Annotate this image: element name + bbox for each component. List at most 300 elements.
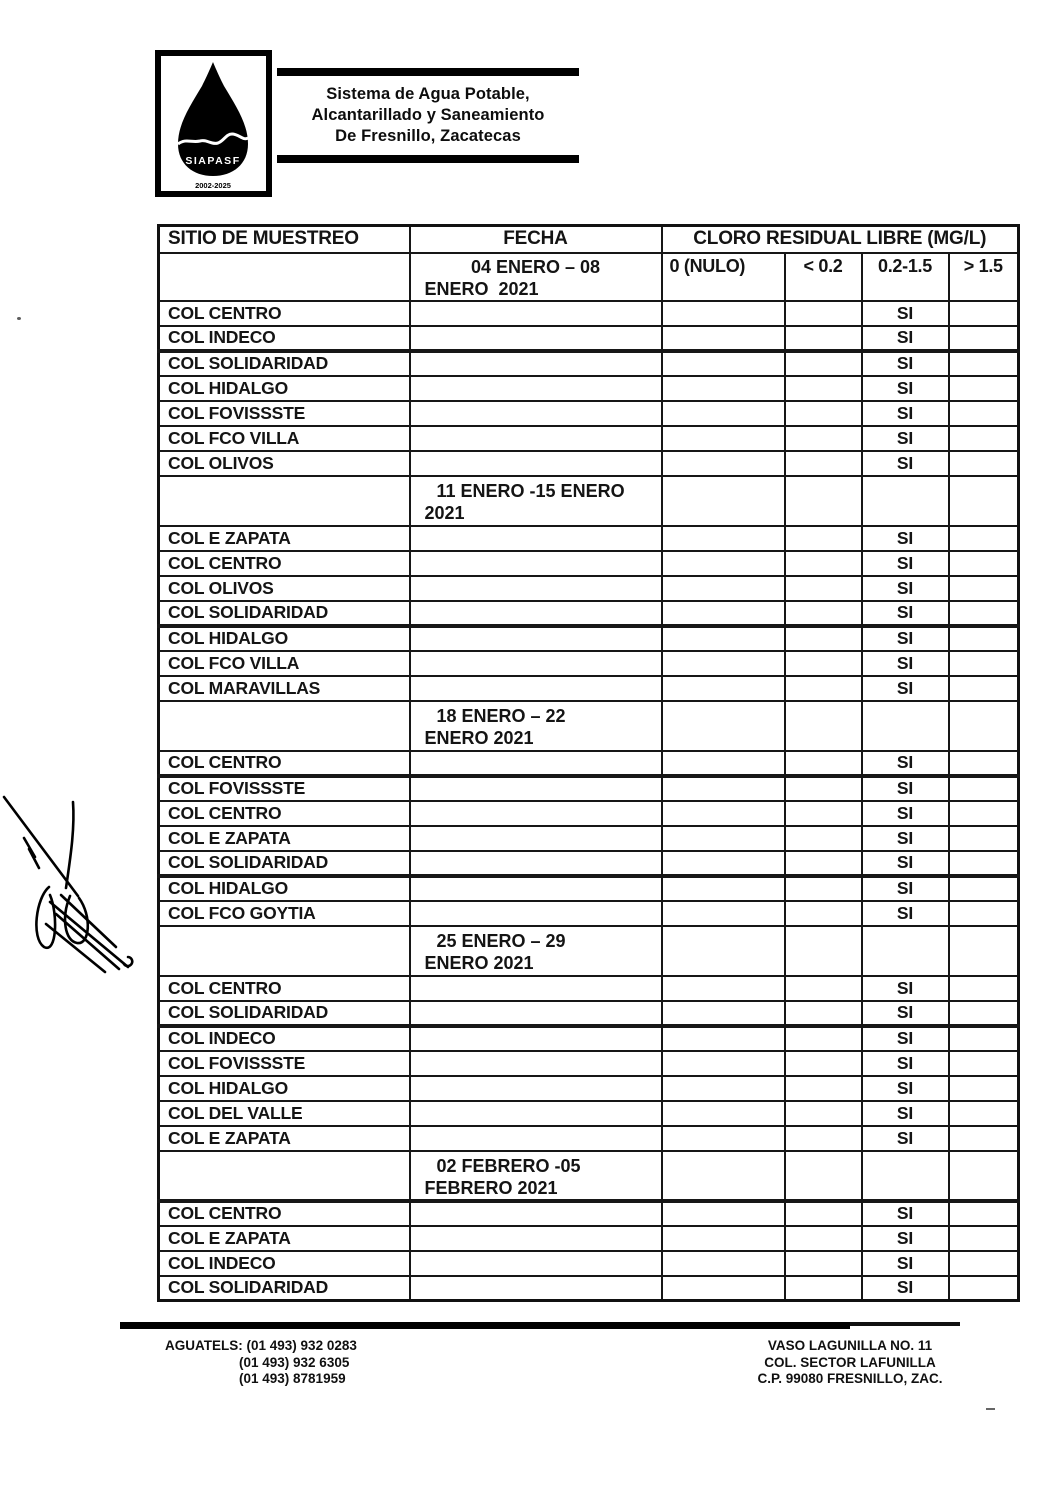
value-cell-lt-0-2 xyxy=(785,626,862,651)
value-cell-0-2-1-5: SI xyxy=(862,776,949,801)
site-cell: COL E ZAPATA xyxy=(159,826,410,851)
value-cell-gt-1-5 xyxy=(949,301,1019,326)
value-cell-gt-1-5 xyxy=(949,551,1019,576)
value-cell-lt-0-2 xyxy=(785,1201,862,1226)
footer-phones xyxy=(165,1338,357,1388)
site-cell: COL HIDALGO xyxy=(159,376,410,401)
organization-name xyxy=(277,76,579,148)
value-cell-nulo xyxy=(662,826,785,851)
fecha-cell-empty xyxy=(410,826,662,851)
site-cell: COL E ZAPATA xyxy=(159,526,410,551)
site-cell: COL CENTRO xyxy=(159,976,410,1001)
table-row xyxy=(159,351,1019,376)
value-cell-gt-1-5 xyxy=(949,526,1019,551)
column-header-chlorine: CLORO RESIDUAL LIBRE (MG/L) xyxy=(662,226,1019,253)
org-name-line-2: Alcantarillado y Saneamiento xyxy=(311,106,545,124)
value-cell-0-2-1-5: SI xyxy=(862,1251,949,1276)
table-row xyxy=(159,876,1019,901)
fecha-cell-empty xyxy=(410,401,662,426)
logo-acronym: SIAPASF xyxy=(185,155,241,167)
value-cell-0-2-1-5: SI xyxy=(862,851,949,876)
value-cell-gt-1-5 xyxy=(949,1101,1019,1126)
value-cell-gt-1-5 xyxy=(949,651,1019,676)
site-cell-empty xyxy=(159,476,410,526)
footer-rule xyxy=(120,1322,850,1329)
table-row xyxy=(159,1001,1019,1026)
value-cell-nulo xyxy=(662,1251,785,1276)
site-cell: COL E ZAPATA xyxy=(159,1126,410,1151)
date-line-2: ENERO 2021 xyxy=(424,952,534,973)
value-cell-lt-0-2-empty xyxy=(785,1151,862,1201)
logo-years: 2002-2025 xyxy=(195,181,231,190)
value-cell-gt-1-5 xyxy=(949,901,1019,926)
fecha-cell-empty xyxy=(410,301,662,326)
value-cell-0-2-1-5: SI xyxy=(862,1201,949,1226)
fecha-cell-empty xyxy=(410,526,662,551)
value-cell-lt-0-2 xyxy=(785,826,862,851)
value-cell-0-2-1-5: SI xyxy=(862,1051,949,1076)
date-row xyxy=(159,1151,1019,1201)
value-cell-nulo xyxy=(662,351,785,376)
value-cell-nulo xyxy=(662,376,785,401)
value-cell-gt-1-5 xyxy=(949,351,1019,376)
value-cell-0-2-1-5: SI xyxy=(862,1276,949,1301)
value-cell-gt-1-5 xyxy=(949,676,1019,701)
site-cell: COL CENTRO xyxy=(159,301,410,326)
fecha-cell-empty xyxy=(410,1051,662,1076)
value-cell-nulo xyxy=(662,776,785,801)
value-cell-gt-1-5 xyxy=(949,426,1019,451)
fecha-cell-empty xyxy=(410,1201,662,1226)
table-row xyxy=(159,851,1019,876)
value-cell-nulo xyxy=(662,1276,785,1301)
value-cell-lt-0-2 xyxy=(785,901,862,926)
fecha-cell-empty xyxy=(410,976,662,1001)
address-line-3: C.P. 99080 FRESNILLO, ZAC. xyxy=(757,1371,943,1386)
site-cell: COL SOLIDARIDAD xyxy=(159,601,410,626)
column-header-fecha: FECHA xyxy=(410,226,662,253)
value-cell-lt-0-2 xyxy=(785,351,862,376)
fecha-cell-empty xyxy=(410,626,662,651)
table-row xyxy=(159,1101,1019,1126)
masthead xyxy=(277,68,579,163)
subheader-lt-0-2: < 0.2 xyxy=(785,253,862,301)
table-row xyxy=(159,776,1019,801)
value-cell-lt-0-2 xyxy=(785,301,862,326)
date-line-1: 18 ENERO – 22 xyxy=(436,705,566,726)
value-cell-nulo xyxy=(662,526,785,551)
site-cell: COL CENTRO xyxy=(159,551,410,576)
value-cell-lt-0-2 xyxy=(785,976,862,1001)
table-row xyxy=(159,651,1019,676)
site-cell-empty xyxy=(159,1151,410,1201)
date-row xyxy=(159,476,1019,526)
value-cell-0-2-1-5: SI xyxy=(862,826,949,851)
value-cell-lt-0-2 xyxy=(785,1126,862,1151)
value-cell-gt-1-5 xyxy=(949,976,1019,1001)
value-cell-nulo xyxy=(662,1051,785,1076)
scan-speck xyxy=(17,317,21,320)
site-cell-empty xyxy=(159,926,410,976)
date-line-1: 02 FEBRERO -05 xyxy=(436,1155,581,1176)
phone-number-1: (01 493) 932 0283 xyxy=(246,1338,357,1353)
subheader-row xyxy=(159,253,1019,301)
value-cell-nulo xyxy=(662,1101,785,1126)
value-cell-gt-1-5-empty xyxy=(949,701,1019,751)
fecha-cell-empty xyxy=(410,876,662,901)
table-row xyxy=(159,626,1019,651)
table-row xyxy=(159,326,1019,351)
value-cell-gt-1-5 xyxy=(949,1201,1019,1226)
fecha-cell-empty xyxy=(410,651,662,676)
value-cell-nulo xyxy=(662,626,785,651)
date-row xyxy=(159,926,1019,976)
value-cell-lt-0-2 xyxy=(785,751,862,776)
table-row xyxy=(159,1126,1019,1151)
value-cell-nulo xyxy=(662,326,785,351)
value-cell-lt-0-2 xyxy=(785,1051,862,1076)
value-cell-0-2-1-5-empty xyxy=(862,701,949,751)
value-cell-nulo xyxy=(662,426,785,451)
value-cell-lt-0-2 xyxy=(785,376,862,401)
site-cell: COL FCO VILLA xyxy=(159,651,410,676)
table-row xyxy=(159,1026,1019,1051)
value-cell-gt-1-5-empty xyxy=(949,476,1019,526)
date-line-2: FEBRERO 2021 xyxy=(424,1177,558,1198)
value-cell-lt-0-2-empty xyxy=(785,476,862,526)
value-cell-0-2-1-5: SI xyxy=(862,626,949,651)
value-cell-lt-0-2 xyxy=(785,1026,862,1051)
org-name-line-3: De Fresnillo, Zacatecas xyxy=(335,127,521,145)
site-cell: COL CENTRO xyxy=(159,1201,410,1226)
value-cell-0-2-1-5: SI xyxy=(862,976,949,1001)
fecha-cell-empty xyxy=(410,426,662,451)
value-cell-lt-0-2 xyxy=(785,551,862,576)
siapasf-logo xyxy=(155,50,272,197)
table-row xyxy=(159,751,1019,776)
site-cell: COL INDECO xyxy=(159,326,410,351)
site-cell: COL SOLIDARIDAD xyxy=(159,351,410,376)
fecha-cell-empty xyxy=(410,351,662,376)
value-cell-lt-0-2 xyxy=(785,326,862,351)
value-cell-nulo xyxy=(662,901,785,926)
value-cell-0-2-1-5: SI xyxy=(862,351,949,376)
value-cell-0-2-1-5: SI xyxy=(862,526,949,551)
site-cell: COL CENTRO xyxy=(159,801,410,826)
value-cell-gt-1-5 xyxy=(949,376,1019,401)
value-cell-gt-1-5 xyxy=(949,1276,1019,1301)
value-cell-nulo xyxy=(662,1026,785,1051)
value-cell-nulo xyxy=(662,1226,785,1251)
fecha-cell-empty xyxy=(410,1251,662,1276)
value-cell-nulo xyxy=(662,551,785,576)
table-body xyxy=(159,301,1019,1301)
value-cell-nulo xyxy=(662,576,785,601)
value-cell-0-2-1-5-empty xyxy=(862,1151,949,1201)
value-cell-gt-1-5 xyxy=(949,1251,1019,1276)
value-cell-lt-0-2 xyxy=(785,876,862,901)
value-cell-0-2-1-5: SI xyxy=(862,1076,949,1101)
value-cell-lt-0-2 xyxy=(785,426,862,451)
chlorine-sampling-table xyxy=(157,224,1020,1302)
value-cell-nulo xyxy=(662,876,785,901)
site-cell: COL FOVISSSTE xyxy=(159,776,410,801)
value-cell-gt-1-5 xyxy=(949,1026,1019,1051)
site-cell: COL FCO VILLA xyxy=(159,426,410,451)
date-line-2: ENERO 2021 xyxy=(424,727,534,748)
value-cell-gt-1-5 xyxy=(949,1076,1019,1101)
value-cell-lt-0-2 xyxy=(785,776,862,801)
table-row xyxy=(159,401,1019,426)
value-cell-lt-0-2 xyxy=(785,526,862,551)
value-cell-nulo-empty xyxy=(662,701,785,751)
value-cell-lt-0-2 xyxy=(785,401,862,426)
date-line-2: 2021 xyxy=(424,502,465,523)
footer-phone-line-1 xyxy=(165,1338,357,1355)
value-cell-lt-0-2 xyxy=(785,676,862,701)
site-cell: COL HIDALGO xyxy=(159,876,410,901)
value-cell-0-2-1-5: SI xyxy=(862,451,949,476)
table-row xyxy=(159,1076,1019,1101)
fecha-cell-empty xyxy=(410,576,662,601)
value-cell-0-2-1-5: SI xyxy=(862,376,949,401)
value-cell-gt-1-5 xyxy=(949,851,1019,876)
subheader-0-2-1-5: 0.2-1.5 xyxy=(862,253,949,301)
table-row xyxy=(159,301,1019,326)
value-cell-lt-0-2-empty xyxy=(785,701,862,751)
fecha-cell-empty xyxy=(410,1001,662,1026)
value-cell-lt-0-2 xyxy=(785,601,862,626)
date-line-2: ENERO 2021 xyxy=(424,278,539,299)
site-cell: COL MARAVILLAS xyxy=(159,676,410,701)
site-cell: COL HIDALGO xyxy=(159,1076,410,1101)
value-cell-gt-1-5 xyxy=(949,576,1019,601)
value-cell-0-2-1-5: SI xyxy=(862,1101,949,1126)
header-row xyxy=(159,226,1019,253)
value-cell-gt-1-5 xyxy=(949,401,1019,426)
address-line-2: COL. SECTOR LAFUNILLA xyxy=(764,1354,936,1370)
value-cell-nulo xyxy=(662,976,785,1001)
fecha-cell-empty xyxy=(410,676,662,701)
table-row xyxy=(159,451,1019,476)
value-cell-nulo xyxy=(662,1076,785,1101)
value-cell-lt-0-2 xyxy=(785,1276,862,1301)
value-cell-gt-1-5 xyxy=(949,1126,1019,1151)
table-row xyxy=(159,1051,1019,1076)
table-row xyxy=(159,526,1019,551)
fecha-cell-empty xyxy=(410,901,662,926)
water-drop-icon xyxy=(161,56,266,191)
value-cell-nulo xyxy=(662,651,785,676)
value-cell-nulo xyxy=(662,676,785,701)
date-range-cell xyxy=(410,926,662,976)
value-cell-nulo xyxy=(662,1201,785,1226)
table-row xyxy=(159,551,1019,576)
site-cell: COL OLIVOS xyxy=(159,451,410,476)
table-row xyxy=(159,1276,1019,1301)
value-cell-nulo xyxy=(662,451,785,476)
value-cell-0-2-1-5: SI xyxy=(862,751,949,776)
value-cell-0-2-1-5: SI xyxy=(862,576,949,601)
value-cell-gt-1-5 xyxy=(949,1001,1019,1026)
value-cell-gt-1-5 xyxy=(949,751,1019,776)
site-cell: COL FOVISSSTE xyxy=(159,401,410,426)
value-cell-nulo xyxy=(662,851,785,876)
subheader-nulo: 0 (NULO) xyxy=(662,253,785,301)
fecha-cell-empty xyxy=(410,326,662,351)
value-cell-gt-1-5 xyxy=(949,876,1019,901)
value-cell-gt-1-5 xyxy=(949,326,1019,351)
value-cell-0-2-1-5: SI xyxy=(862,1001,949,1026)
value-cell-nulo xyxy=(662,601,785,626)
site-cell: COL SOLIDARIDAD xyxy=(159,1001,410,1026)
value-cell-nulo-empty xyxy=(662,476,785,526)
table-row xyxy=(159,426,1019,451)
value-cell-gt-1-5 xyxy=(949,826,1019,851)
value-cell-0-2-1-5: SI xyxy=(862,1026,949,1051)
site-cell: COL SOLIDARIDAD xyxy=(159,1276,410,1301)
fecha-cell-empty xyxy=(410,1276,662,1301)
footer-address xyxy=(738,1338,962,1388)
value-cell-0-2-1-5: SI xyxy=(862,876,949,901)
site-cell: COL INDECO xyxy=(159,1026,410,1051)
phones-label: AGUATELS: xyxy=(165,1338,243,1353)
scan-speck xyxy=(986,1408,995,1410)
site-cell: COL E ZAPATA xyxy=(159,1226,410,1251)
value-cell-lt-0-2 xyxy=(785,1101,862,1126)
subheader-gt-1-5: > 1.5 xyxy=(949,253,1019,301)
value-cell-gt-1-5 xyxy=(949,776,1019,801)
site-cell-empty xyxy=(159,701,410,751)
date-row xyxy=(159,701,1019,751)
site-cell: COL FCO GOYTIA xyxy=(159,901,410,926)
value-cell-nulo xyxy=(662,401,785,426)
value-cell-nulo xyxy=(662,301,785,326)
fecha-cell-empty xyxy=(410,776,662,801)
value-cell-gt-1-5 xyxy=(949,626,1019,651)
value-cell-0-2-1-5: SI xyxy=(862,426,949,451)
value-cell-lt-0-2 xyxy=(785,576,862,601)
fecha-cell-empty xyxy=(410,601,662,626)
value-cell-lt-0-2 xyxy=(785,851,862,876)
value-cell-gt-1-5 xyxy=(949,451,1019,476)
value-cell-nulo xyxy=(662,1001,785,1026)
masthead-top-rule xyxy=(277,68,579,76)
fecha-cell-empty xyxy=(410,1126,662,1151)
date-range-cell xyxy=(410,476,662,526)
table-row xyxy=(159,576,1019,601)
value-cell-gt-1-5-empty xyxy=(949,926,1019,976)
date-line-1: 11 ENERO -15 ENERO xyxy=(436,480,625,501)
fecha-cell-empty xyxy=(410,451,662,476)
value-cell-0-2-1-5: SI xyxy=(862,401,949,426)
value-cell-lt-0-2 xyxy=(785,1001,862,1026)
table-row xyxy=(159,826,1019,851)
date-line-1: 04 ENERO – 08 xyxy=(470,256,601,277)
table-row xyxy=(159,801,1019,826)
phone-number-2: (01 493) 932 6305 xyxy=(239,1354,350,1370)
value-cell-nulo xyxy=(662,1126,785,1151)
table-row xyxy=(159,1226,1019,1251)
value-cell-gt-1-5 xyxy=(949,801,1019,826)
table-head xyxy=(159,226,1019,301)
date-range-cell xyxy=(410,701,662,751)
value-cell-lt-0-2 xyxy=(785,1076,862,1101)
footer-rule-extension xyxy=(850,1322,960,1326)
value-cell-gt-1-5 xyxy=(949,1226,1019,1251)
value-cell-0-2-1-5: SI xyxy=(862,326,949,351)
fecha-cell-empty xyxy=(410,1076,662,1101)
fecha-cell-empty xyxy=(410,376,662,401)
value-cell-0-2-1-5: SI xyxy=(862,301,949,326)
address-line-1: VASO LAGUNILLA NO. 11 xyxy=(767,1338,933,1353)
value-cell-lt-0-2 xyxy=(785,801,862,826)
site-cell-empty xyxy=(159,253,410,301)
value-cell-nulo xyxy=(662,801,785,826)
value-cell-nulo-empty xyxy=(662,1151,785,1201)
value-cell-lt-0-2-empty xyxy=(785,926,862,976)
fecha-cell-empty xyxy=(410,751,662,776)
fecha-cell-empty xyxy=(410,851,662,876)
table-row xyxy=(159,1251,1019,1276)
value-cell-nulo-empty xyxy=(662,926,785,976)
table-row xyxy=(159,601,1019,626)
table-row xyxy=(159,976,1019,1001)
value-cell-nulo xyxy=(662,751,785,776)
site-cell: COL FOVISSSTE xyxy=(159,1051,410,1076)
date-line-1: 25 ENERO – 29 xyxy=(436,930,566,951)
signature-scribble xyxy=(0,788,145,988)
table-row xyxy=(159,901,1019,926)
fecha-cell-empty xyxy=(410,1226,662,1251)
fecha-cell-empty xyxy=(410,551,662,576)
value-cell-0-2-1-5: SI xyxy=(862,901,949,926)
site-cell: COL SOLIDARIDAD xyxy=(159,851,410,876)
value-cell-gt-1-5 xyxy=(949,1051,1019,1076)
value-cell-gt-1-5-empty xyxy=(949,1151,1019,1201)
value-cell-lt-0-2 xyxy=(785,1226,862,1251)
value-cell-0-2-1-5: SI xyxy=(862,551,949,576)
value-cell-0-2-1-5: SI xyxy=(862,1126,949,1151)
value-cell-0-2-1-5: SI xyxy=(862,801,949,826)
value-cell-0-2-1-5: SI xyxy=(862,601,949,626)
site-cell: COL OLIVOS xyxy=(159,576,410,601)
value-cell-0-2-1-5: SI xyxy=(862,676,949,701)
site-cell: COL CENTRO xyxy=(159,751,410,776)
masthead-bottom-rule xyxy=(277,155,579,163)
value-cell-0-2-1-5-empty xyxy=(862,476,949,526)
date-range-cell xyxy=(410,253,662,301)
fecha-cell-empty xyxy=(410,1101,662,1126)
org-name-line-1: Sistema de Agua Potable, xyxy=(326,85,530,103)
fecha-cell-empty xyxy=(410,1026,662,1051)
column-header-site: SITIO DE MUESTREO xyxy=(159,226,410,253)
phone-number-3: (01 493) 8781959 xyxy=(239,1371,346,1386)
value-cell-lt-0-2 xyxy=(785,651,862,676)
site-cell: COL HIDALGO xyxy=(159,626,410,651)
value-cell-lt-0-2 xyxy=(785,1251,862,1276)
date-range-cell xyxy=(410,1151,662,1201)
site-cell: COL DEL VALLE xyxy=(159,1101,410,1126)
value-cell-0-2-1-5: SI xyxy=(862,651,949,676)
value-cell-lt-0-2 xyxy=(785,451,862,476)
fecha-cell-empty xyxy=(410,801,662,826)
table-row xyxy=(159,376,1019,401)
site-cell: COL INDECO xyxy=(159,1251,410,1276)
value-cell-0-2-1-5: SI xyxy=(862,1226,949,1251)
table-row xyxy=(159,676,1019,701)
value-cell-0-2-1-5-empty xyxy=(862,926,949,976)
